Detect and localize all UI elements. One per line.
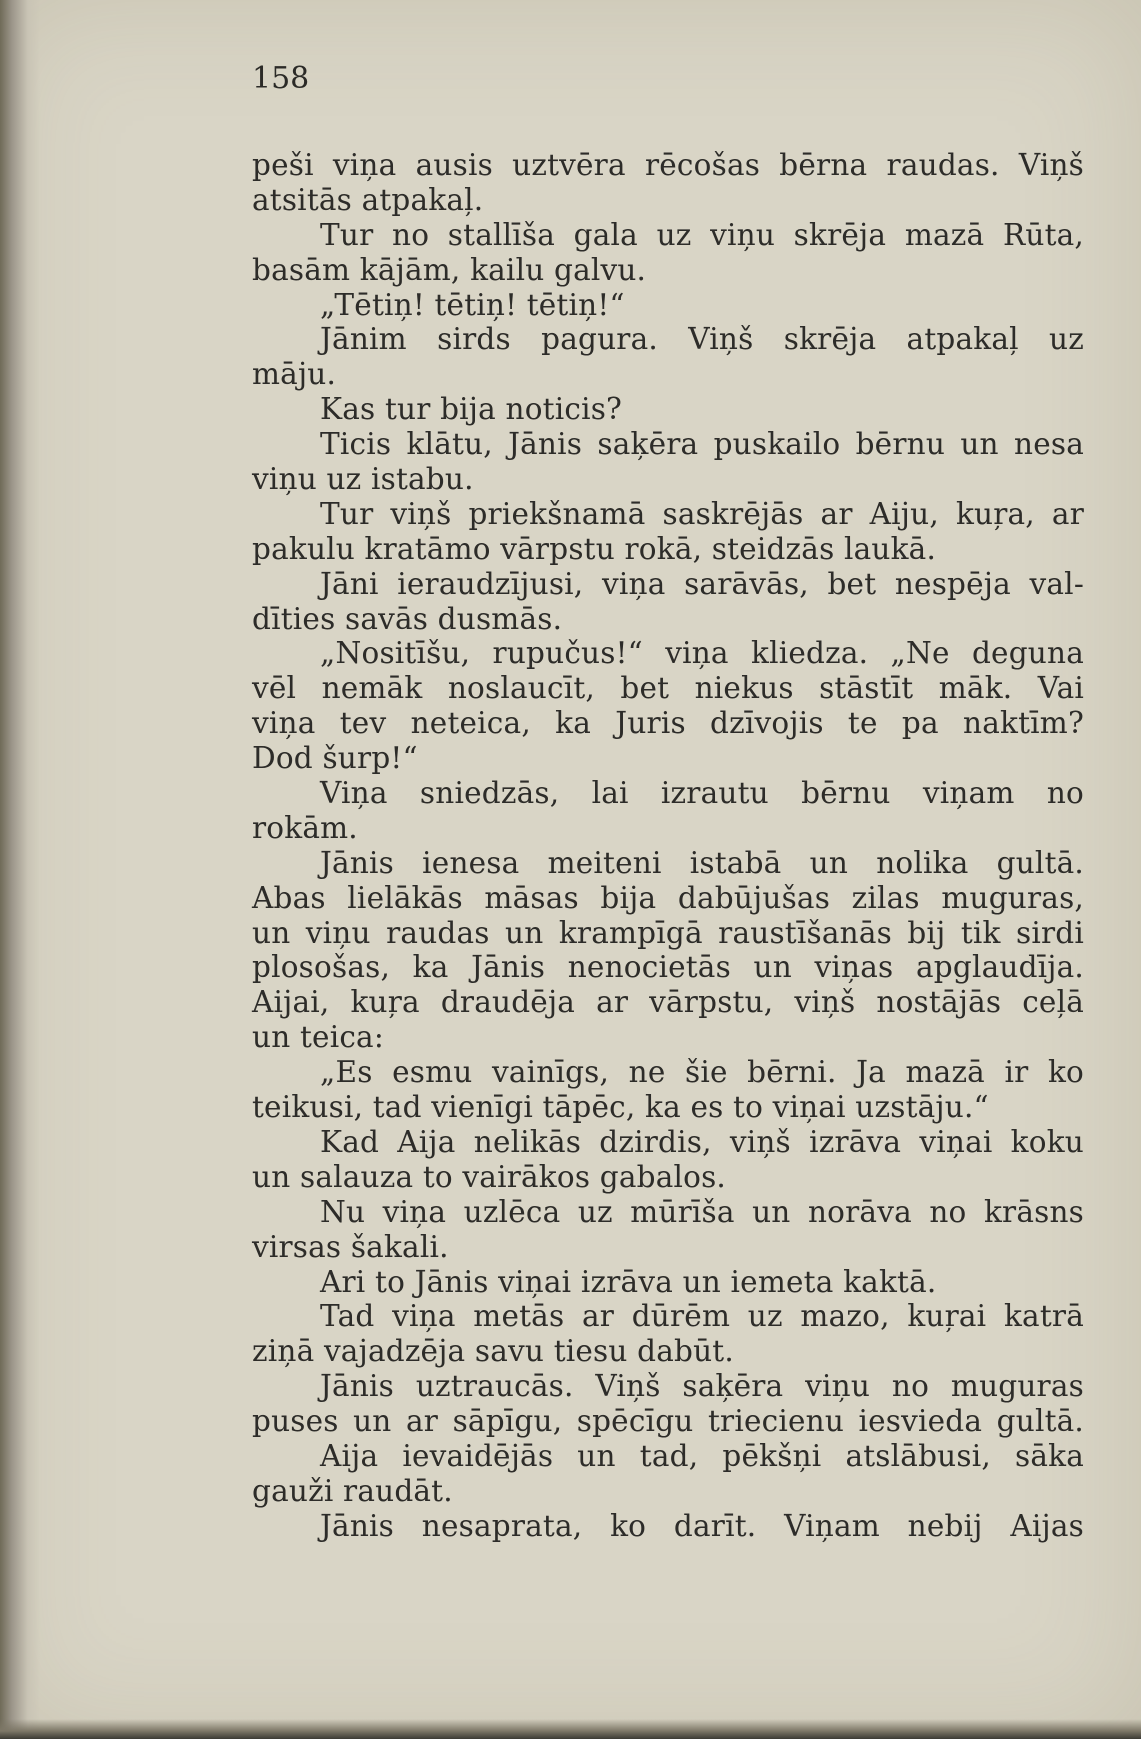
text-line: Nu viņa uzlēca uz mūrīša un norāva no krāsns [320,1194,1084,1229]
text-line: Jāni ieraudzījusi, viņa sarāvās, bet nespēja val- [320,566,1084,601]
text-line: un teica: [252,1020,384,1055]
text-line: vēl nemāk noslaucīt, bet niekus stāstīt māk. Vai [252,671,1084,706]
text-line: gauži raudāt. [252,1473,453,1508]
text-line: rokām. [252,810,358,845]
text-line: Dod šurp!“ [252,741,418,776]
text-line: Kad Aija nelikās dzirdis, viņš izrāva viņai koku [320,1124,1084,1159]
text-line: peši viņa ausis uztvēra rēcošas bērna raudas. Viņš [252,148,1084,182]
text-line: un viņu raudas un krampīgā raustīšanās bij tik sirdi [252,915,1084,950]
text-line: māju. [252,357,337,392]
text-line: dīties savās dusmās. [252,601,563,636]
text-line: un salauza to vairākos gabalos. [252,1159,727,1194]
text-line: „Es esmu vainīgs, ne šie bērni. Ja mazā ir ko [320,1055,1084,1090]
text-line: viņu uz istabu. [252,462,474,497]
text-line: ziņā vajadzēja savu tiesu dabūt. [252,1334,734,1369]
book-spine-shadow [0,0,40,1739]
text-line: viņa tev neteica, ka Juris dzīvojis te pa naktīm? [252,706,1084,741]
body-text [252,148,1084,1544]
text-line: Viņa sniedzās, lai izrautu bērnu viņam no [320,776,1084,811]
text-line: Ticis klātu, Jānis saķēra puskailo bērnu un nesa [320,427,1084,462]
text-line: Abas lielākās māsas bija dabūjušas zilas muguras, [252,880,1084,915]
text-line: Jānis nesaprata, ko darīt. Viņam nebij Aijas [320,1508,1084,1543]
text-line: Kas tur bija noticis? [320,392,623,427]
page-number: 158 [252,61,310,96]
text-line: teikusi, tad vienīgi tāpēc, ka es to viņai uzstāju.“ [252,1090,989,1125]
text-line: plosošas, ka Jānis nenocietās un viņas apglaudīja. [252,950,1084,985]
text-line: virsas šakali. [252,1229,449,1264]
text-line: „Nositīšu, rupučus!“ viņa kliedza. „Ne deguna [320,636,1084,671]
text-line: pakulu kratāmo vārpstu rokā, steidzās laukā. [252,531,937,566]
text-line: Aija ievaidējās un tad, pēkšņi atslābusi, sāka [320,1438,1084,1473]
text-line: atsitās atpakaļ. [252,182,484,217]
text-line: Tur viņš priekšnamā saskrējās ar Aiju, kuŗa, ar [320,496,1084,531]
text-line: basām kājām, kailu galvu. [252,252,647,287]
text-line: Jānim sirds pagura. Viņš skrēja atpakaļ uz [320,322,1084,357]
text-line: „Tētiņ! tētiņ! tētiņ!“ [320,287,625,322]
text-line: Aijai, kuŗa draudēja ar vārpstu, viņš nostājās ceļā [252,985,1084,1020]
text-line: Tur no stallīša gala uz viņu skrēja mazā Rūta, [320,217,1084,252]
page-bottom-edge [0,1719,1141,1739]
text-line: Tad viņa metās ar dūrēm uz mazo, kuŗai katrā [320,1299,1084,1334]
text-line: Jānis ienesa meiteni istabā un nolika gultā. [320,845,1084,880]
text-line: puses un ar sāpīgu, spēcīgu triecienu iesvieda gultā. [252,1404,1084,1439]
text-line: Jānis uztraucās. Viņš saķēra viņu no muguras [320,1369,1084,1404]
text-line: Ari to Jānis viņai izrāva un iemeta kaktā. [320,1264,937,1299]
